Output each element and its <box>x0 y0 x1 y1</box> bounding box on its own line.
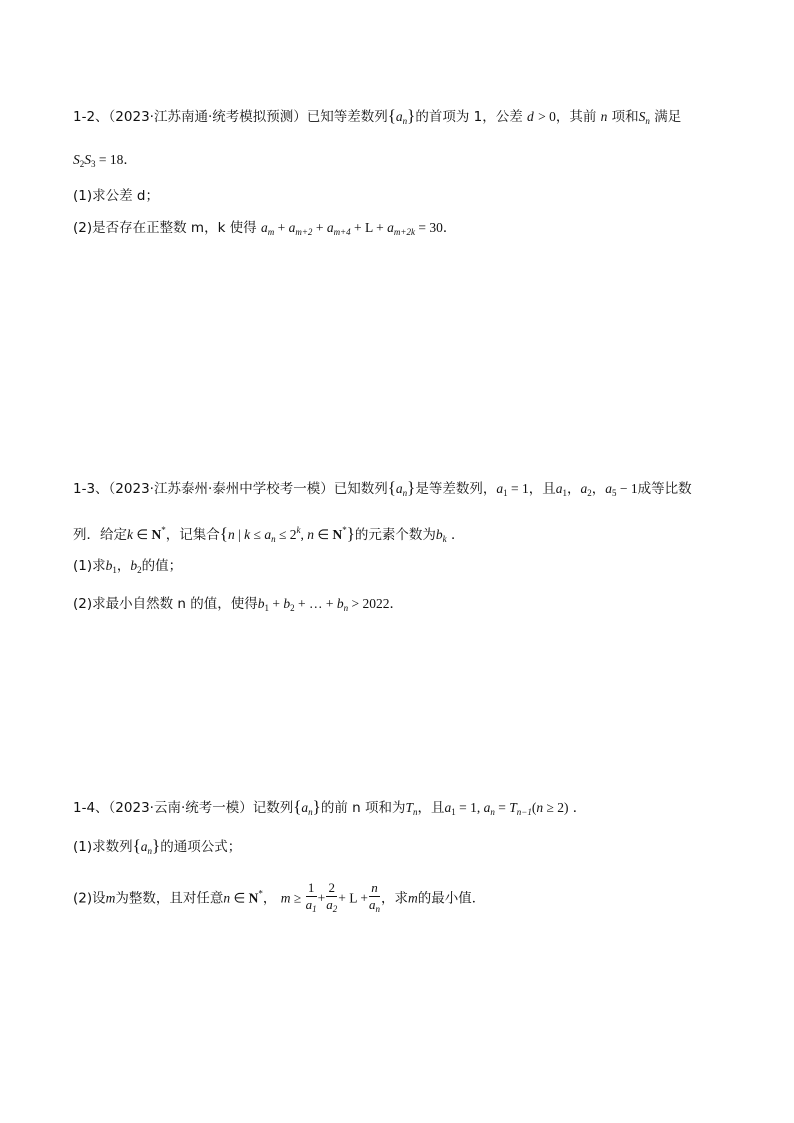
problem-1-2-source: 1-2、（2023·江苏南通·统考模拟预测）已知等差数列 <box>73 109 388 125</box>
problem-1-3-line-2: 列．给定k ∈ N*，记集合{n | $k \le a_n \le 2^k$, n ∈ N*}的元素个数为$b_k$ ． <box>73 524 465 544</box>
text: (2)是否存在正整数 m，k 使得 <box>73 220 257 236</box>
text: ，且 <box>417 800 445 816</box>
problem-1-4-question-1: (1)求数列$\{a_n\}$的通项公式； <box>73 836 242 856</box>
text: 的前 n 项和为 <box>320 800 406 816</box>
problem-1-3-question-2: (2)求最小自然数 n 的值，使得$b_1 + b_2$ + … + $b_n > 2022$． <box>73 596 403 613</box>
text: ，且 <box>528 481 556 497</box>
fraction: $\frac{2}{a_2}$ <box>326 880 338 914</box>
text: 的首项为 1，公差 <box>415 109 523 125</box>
text: 为整数，且对任意 <box>115 890 224 907</box>
text: (2)求最小自然数 n 的值，使得 <box>73 596 258 612</box>
problem-1-4-source: 1-4、（2023·云南·统考一模）记数列 <box>73 800 294 816</box>
problem-1-2-question-2: (2)是否存在正整数 m，k 使得 $a_m + a_{m+2} + a_{m+4} + L + a_{m+2k} = 30$． <box>73 220 457 237</box>
text: (1)求数列 <box>73 839 133 855</box>
text: ，记集合 <box>165 527 220 543</box>
problem-1-3-question-1: (1)求$b_1$，$b_2$的值； <box>73 558 183 575</box>
problem-1-3-source: 1-3、（2023·江苏泰州·泰州中学校考一模）已知数列 <box>73 481 388 497</box>
text: 的值； <box>141 558 183 574</box>
text: 的元素个数为 <box>354 527 436 543</box>
problem-1-2-condition: $S_2S_3 = 18$． <box>73 152 137 169</box>
text: ，其前 <box>555 109 597 125</box>
text: 2022 <box>362 596 390 611</box>
fraction: $\frac{1}{a_1}$ <box>305 880 317 914</box>
problem-1-2-statement: 1-2、（2023·江苏南通·统考模拟预测）已知等差数列$\{a_n\}$的首项为 1，公差 d > 0，其前 n 项和$S_n$ 满足 <box>73 106 682 126</box>
problem-1-3-statement: 1-3、（2023·江苏泰州·泰州中学校考一模）已知数列$\{a_n\}$是等差数列，$a_1 = 1$，且$a_1$，$a_2$，$a_5 - 1$成等比数 <box>73 478 692 498</box>
text: ，求 <box>380 890 408 907</box>
problem-1-4-statement: 1-4、（2023·云南·统考一模）记数列$\{a_n\}$的前 n 项和为$T_n$，且$a_1 = 1$, $a_n = T_{n-1}(n \ge 2)$ ． <box>73 797 587 817</box>
text: 是等差数列， <box>415 481 497 497</box>
text: 成等比数 <box>637 481 692 497</box>
problem-1-4-question-2: (2)设m为整数，且对任意n ∈ N*， m ≥ $\frac{1}{a_1}$ + $\frac{2}{a_2}$ + L + $\frac{n}{a_n}$ ，求m的最小值． <box>73 880 485 917</box>
text: 项和 <box>611 109 639 125</box>
text: (1)求 <box>73 558 106 574</box>
text: 的最小值． <box>417 890 486 907</box>
text: 满足 <box>654 109 682 125</box>
text: 的通项公式； <box>160 839 242 855</box>
fraction: $\frac{n}{a_n}$ <box>368 880 380 914</box>
problem-1-2-question-1: (1)求公差 d； <box>73 188 159 204</box>
text: 列．给定 <box>73 527 127 543</box>
text: (2)设 <box>73 890 106 907</box>
